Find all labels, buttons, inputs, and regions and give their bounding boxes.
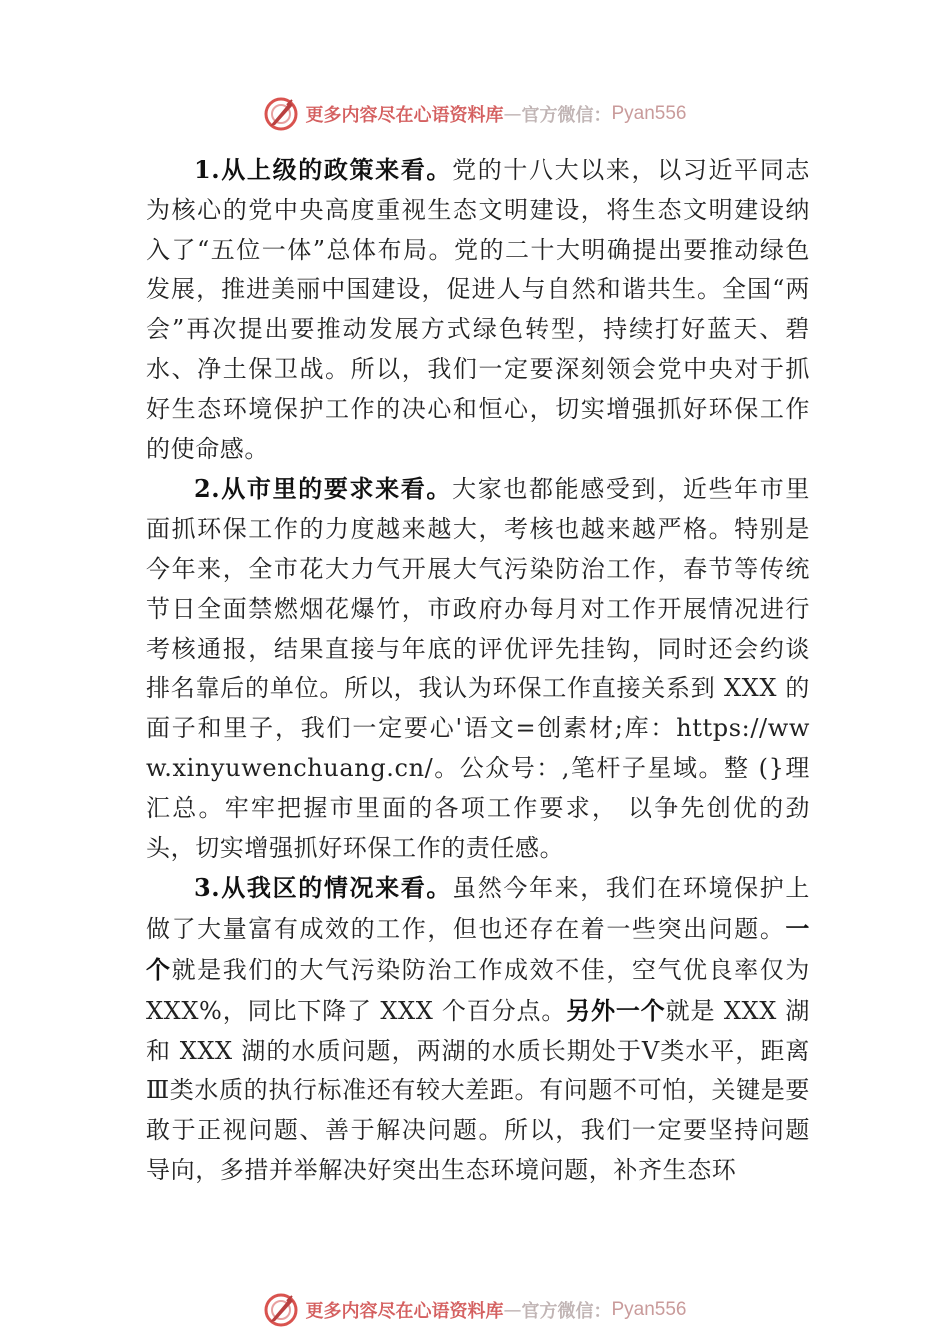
banner-title: 更多内容尽在心语资料库 — [305, 105, 504, 126]
banner-wechat-id: Pyan556 — [611, 103, 687, 124]
paragraph-3 — [146, 868, 810, 1190]
paragraph-3-emphasis-1: 一个 — [146, 914, 810, 984]
document-body — [146, 150, 810, 1191]
paragraph-3-text-part2: 就是我们的大气污染防治工作成效不佳，空气优良率仅为 XXX%，同比下降了 XXX 个百分点。 — [146, 955, 810, 1025]
banner-wechat-label: 官方微信： — [521, 1301, 612, 1322]
banner-separator: — — [503, 103, 522, 125]
banner-wechat-id: Pyan556 — [611, 1299, 687, 1320]
paragraph-3-text-part1: 虽然今年来，我们在环境保护上做了大量富有成效的工作，但也还存在着一些突出问题。 — [146, 874, 810, 944]
header-watermark-banner — [0, 92, 950, 136]
banner-separator: — — [503, 1299, 522, 1321]
paragraph-1-heading: 1.从上级的政策来看。 — [194, 155, 453, 184]
banner-title: 更多内容尽在心语资料库 — [305, 1301, 504, 1322]
paragraph-3-text-part3: 就是 XXX 湖和 XXX 湖的水质问题，两湖的水质长期处于Ⅴ类水平，距离Ⅲ类水质的执行标准还有较大差距。有问题不可怕，关键是要敢于正视问题、善于解决问题。所以，我们一定要坚持问题导向，多措并举解决好突出生态环境问题，补齐生态环 — [146, 996, 810, 1184]
paragraph-2-heading: 2.从市里的要求来看。 — [194, 474, 453, 504]
paragraph-2-text: 大家也都能感受到，近些年市里面抓环保工作的力度越来越大，考核也越来越严格。特别是今年来，全市花大力气开展大气污染防治工作，春节等传统节日全面禁燃烟花爆竹，市政府办每月对工作开展情况进行考核通报，结果直接与年底的评优评先挂钩，同时还会约谈排名靠后的单位。所以，我认为环保工作直接关系到 XXX 的面子和里子，我们一定要心'语文=创素材;库：https://www.xinyuwenchuang.cn/。公众号：,笔杆子星域。整 (}理汇总。牢牢把握市里面的各项工作要求， 以争先创优的劲头，切实增强抓好环保工作的责任感。 — [146, 475, 810, 862]
paragraph-3-heading: 3.从我区的情况来看。 — [194, 873, 453, 903]
banner-wechat-label: 官方微信： — [521, 105, 612, 126]
paragraph-1 — [146, 150, 810, 469]
footer-watermark-banner — [0, 1288, 950, 1332]
paragraph-2 — [146, 469, 810, 868]
paragraph-1-text: 党的十八大以来，以习近平同志为核心的党中央高度重视生态文明建设，将生态文明建设纳入了“五位一体”总体布局。党的二十大明确提出要推动绿色发展，推进美丽中国建设，促进人与自然和谐共生。全国“两会”再次提出要推动发展方式绿色转型，持续打好蓝天、碧水、净土保卫战。所以，我们一定要深刻领会党中央对于抓好生态环境保护工作的决心和恒心，切实增强抓好环保工作的使命感。 — [146, 156, 810, 463]
quill-logo-icon — [263, 96, 299, 132]
paragraph-3-emphasis-2: 另外一个 — [566, 995, 666, 1025]
quill-logo-icon — [263, 1292, 299, 1328]
